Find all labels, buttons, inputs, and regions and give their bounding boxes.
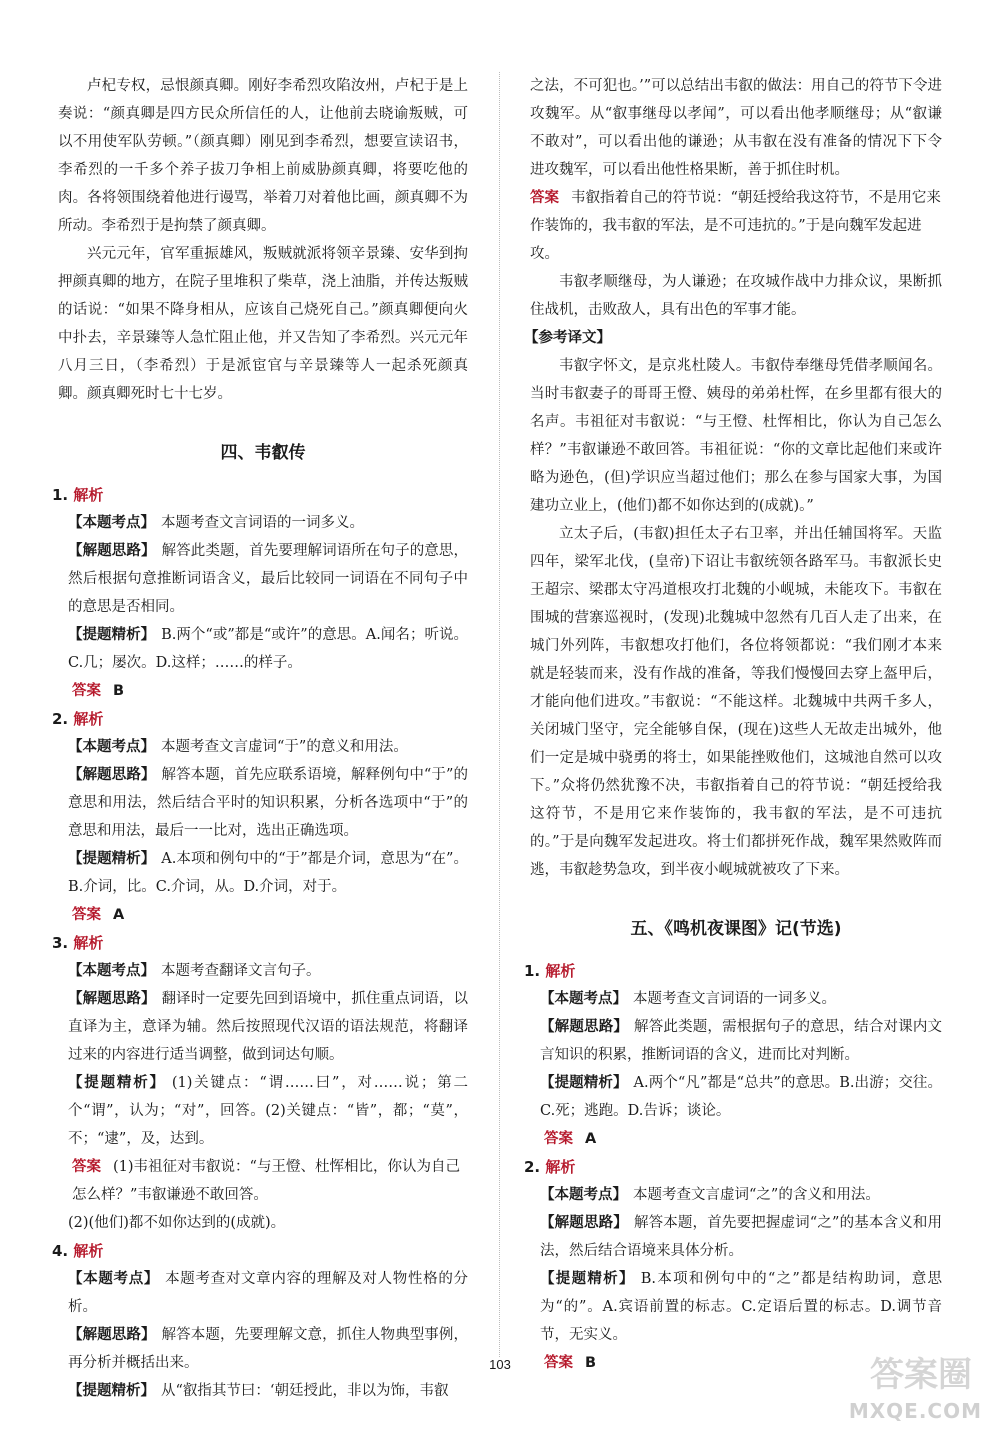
analysis-row: 【本题考点】 本题考查文言词语的一词多义。 [68, 515, 364, 531]
analysis-row: 【提题精析】 B.本项和例句中的“之”都是结构助词，意思为“的”。A.宾语前置的标志。C.定语后置的标志。D.调节音节，无实义。 [540, 1271, 942, 1343]
analysis-row: 【提题精析】 A.本项和例句中的“于”都是介词，意思为“在”。B.介词，比。C.介词，从。D.介词，对于。 [68, 851, 469, 895]
analysis-row: 【本题考点】 本题考查文言虚词“于”的意义和用法。 [68, 739, 408, 755]
translation-paragraph: 立太子后，(韦叡)担任太子右卫率，并出任辅国将军。天监四年，梁军北伐，(皇帝)下诏让韦叡统领各路军马。韦叡派长史王超宗、梁郡太守冯道根攻打北魏的小岘城，未能攻下。韦叡在围城的营寨巡视时，(发现)北魏城中忽然有几百人走了出来，在城门外列阵，韦叡想攻打他们，各位将领都说：“我们刚才本来就是轻装而来，没有作战的准备，等我们慢慢回去穿上盔甲后，才能向他们进攻。”韦叡说：“不能这样。北魏城中共两千多人，关闭城门坚守，完全能够自保，(现在)这些人无故走出城外，他们一定是城中骁勇的将士，如果能挫败他们，这城池自然可以攻下。”众将仍然犹豫不决，韦叡指着自己的符节说：“朝廷授给我这符节，不是用它来作装饰的，我韦叡的军法，是不可违抗的。”于是向魏军发起进攻。将士们都拼死作战，魏军果然败阵而逃，韦叡趁势急攻，到半夜小岘城就被攻了下来。 [530, 526, 942, 878]
translation-paragraph: 韦叡字怀文，是京兆杜陵人。韦叡侍奉继母凭借孝顺闻名。当时韦叡妻子的哥哥王憕、姨母的弟弟杜恽，在乡里都有很大的名声。韦祖征对韦叡说：“与王憕、杜恽相比，你认为自己怎么样？”韦叡谦逊不敢回答。韦祖征说：“你的文章比起他们来或许略为逊色，(但)学识应当超过他们；那么在参与国家大事，为国建功立业上，(他们)都不如你达到的(成就)。” [530, 358, 942, 514]
intro-paragraph: 兴元元年，官军重振雄风，叛贼就派将领辛景臻、安华到拘押颜真卿的地方，在院子里堆积了柴草，浇上油脂，并传达叛贼的话说：“如果不降身相从，应该自己烧死自己。”颜真卿便向火中扑去，辛景臻等人急忙阻止他，并又告知了李希烈。兴元元年八月三日，（李希烈）于是派宦官与辛景臻等人一起杀死颜真卿。颜真卿死时七十七岁。 [58, 246, 468, 402]
answer-line: 答案 B [544, 1355, 597, 1371]
analysis-row: 【解题思路】 解答本题，首先应联系语境，解释例句中“于”的意思和用法，然后结合平时的知识积累，分析各选项中“于”的意思和用法，最后一一比对，选出正确选项。 [68, 767, 468, 839]
answer-line: 答案 B [72, 683, 125, 699]
section-title: 四、韦叡传 [220, 443, 306, 463]
analysis-row: 【提题精析】 B.两个“或”都是“或许”的意思。A.闻名；听说。C.几；屡次。D.这样；……的样子。 [68, 627, 468, 671]
analysis-row: 【解题思路】 解答本题，先要理解文意，抓住人物典型事例，再分析并概括出来。 [68, 1327, 468, 1371]
analysis-row: 【解题思路】 解答此类题，首先要理解词语所在句子的意思，然后根据句意推断词语含义，最后比较同一词语在不同句子中的意思是否相同。 [68, 543, 468, 615]
analysis-row: 【提题精析】 (1)关键点：“谓……曰”，对……说；第二个“谓”，认为；“对”，回答。(2)关键点：“皆”，都；“莫”，不；“逮”，及，达到。 [68, 1075, 468, 1147]
section-title: 五、《鸣机夜课图》记(节选) [630, 919, 842, 939]
question-heading: 2. 解析 [524, 1158, 576, 1176]
left-column [52, 72, 469, 1405]
answer-line: 答案 韦叡指着自己的符节说：“朝廷授给我这符节，不是用它来作装饰的，我韦叡的军法，是不可违抗的。”于是向魏军发起进攻。 [530, 190, 941, 262]
analysis-row: 【解题思路】 解答本题，首先要把握虚词“之”的基本含义和用法，然后结合语境来具体分析。 [540, 1215, 943, 1259]
analysis-row: 【提题精析】 从“叡指其节曰：‘朝廷授此，非以为饰，韦叡 [68, 1383, 449, 1399]
watermark-bottom-text: MXQE.COM [848, 1399, 982, 1423]
analysis-row: 【解题思路】 翻译时一定要先回到语境中，抓住重点词语，以直译为主，意译为辅。然后按照现代汉语的语法规范，将翻译过来的内容进行适当调整，做到词达句顺。 [68, 991, 468, 1063]
analysis-row: 【本题考点】 本题考查文言词语的一词多义。 [540, 991, 836, 1007]
intro-paragraph: 卢杞专权，忌恨颜真卿。刚好李希烈攻陷汝州，卢杞于是上奏说：“颜真卿是四方民众所信任的人，让他前去晓谕叛贼，可以不用使军队劳顿。”（颜真卿）刚见到李希烈，想要宣读诏书，李希烈的一千多个养子拔刀争相上前威胁颜真卿，将要吃他的肉。各将领围绕着他进行谩骂，举着刀对着他比画，颜真卿不为所动。李希烈于是拘禁了颜真卿。 [58, 78, 468, 234]
page-number: 103 [489, 1357, 511, 1372]
right-column [524, 72, 943, 1377]
continued-paragraph: 之法，不可犯也。’”可以总结出韦叡的做法：用自己的符节下令进攻魏军。从“叡事继母以孝闻”，可以看出他孝顺继母；从“叡谦不敢对”，可以看出他的谦逊；从韦叡在没有准备的情况下下令进攻魏军，可以看出他性格果断，善于抓住时机。 [530, 78, 942, 178]
question-heading: 3. 解析 [52, 934, 104, 952]
answer-line: 答案 A [72, 907, 125, 923]
question-heading: 1. 解析 [52, 486, 104, 504]
question-heading: 2. 解析 [52, 710, 104, 728]
column-divider [499, 72, 500, 1357]
analysis-row: 【解题思路】 解答此类题，需根据句子的意思，结合对课内文言知识的积累，推断词语的含义，进而比对判断。 [540, 1019, 943, 1063]
question-heading: 1. 解析 [524, 962, 576, 980]
analysis-row: 【本题考点】 本题考查文言虚词“之”的含义和用法。 [540, 1187, 880, 1203]
answer-line: 答案 (1)韦祖征对韦叡说：“与王憕、杜恽相比，你认为自己怎么样？”韦叡谦逊不敢回答。 [72, 1159, 460, 1203]
answer-line: 答案 A [544, 1131, 597, 1147]
answer-continuation: (2)(他们)都不如你达到的(成就)。 [68, 1215, 286, 1231]
watermark-logo [812, 1343, 982, 1423]
answer-paragraph: 韦叡孝顺继母，为人谦逊；在攻城作战中力排众议，果断抓住战机，击败敌人，具有出色的军事才能。 [530, 274, 942, 318]
reference-translation-heading: 【参考译文】 [524, 330, 611, 346]
analysis-row: 【本题考点】 本题考查对文章内容的理解及对人物性格的分析。 [68, 1271, 469, 1315]
watermark-top-text: 答案圈 [870, 1355, 972, 1395]
analysis-row: 【本题考点】 本题考查翻译文言句子。 [68, 963, 321, 979]
question-heading: 4. 解析 [52, 1242, 104, 1260]
analysis-row: 【提题精析】 A.两个“凡”都是“总共”的意思。B.出游；交往。C.死；逃跑。D.告诉；谈论。 [540, 1075, 943, 1119]
